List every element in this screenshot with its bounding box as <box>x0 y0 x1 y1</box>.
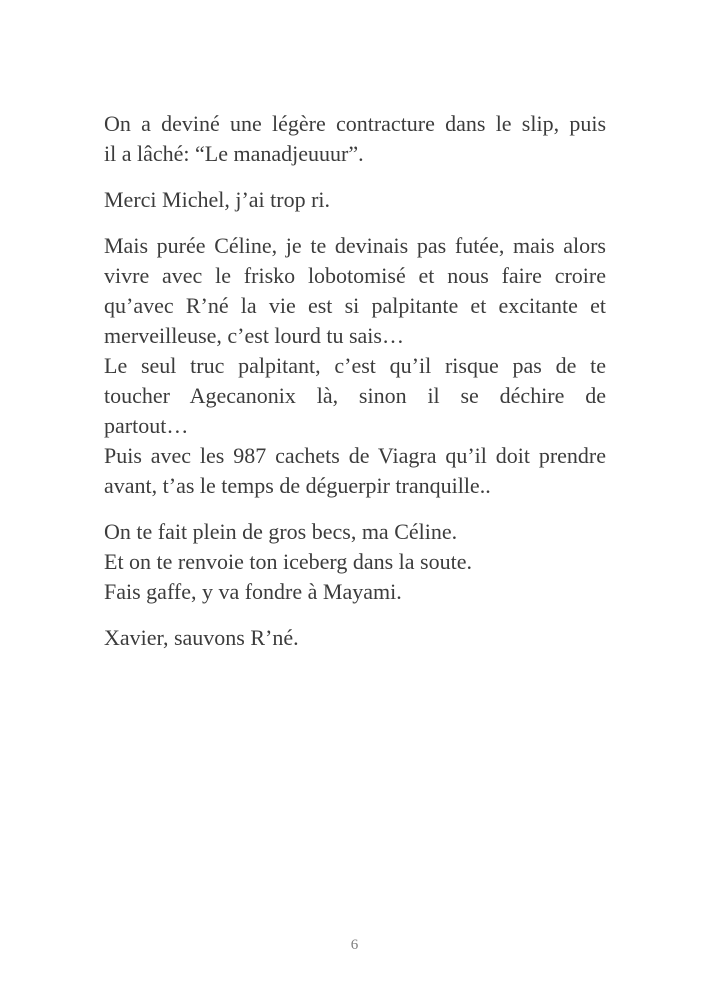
page-text <box>104 109 606 669</box>
paragraph <box>104 109 606 169</box>
text-line: Merci Michel, j’ai trop ri. <box>104 187 331 212</box>
text-line: vivre avec le frisko lobotomisé et nous faire croire <box>104 263 606 288</box>
paragraph <box>104 517 606 607</box>
page-number: 6 <box>350 937 359 953</box>
text-line: Mais purée Céline, je te devinais pas futée, mais alors <box>104 233 606 258</box>
text-line: partout… <box>104 413 189 438</box>
text-line: Puis avec les 987 cachets de Viagra qu’il doit prendre <box>104 443 606 468</box>
text-line: il a lâché: “Le manadjeuuur”. <box>104 141 364 166</box>
paragraph <box>104 231 606 501</box>
paragraph <box>104 185 606 215</box>
text-line: On te fait plein de gros becs, ma Céline. <box>104 519 458 544</box>
text-line: merveilleuse, c’est lourd tu sais… <box>104 323 404 348</box>
text-line: qu’avec R’né la vie est si palpitante et excitante et <box>104 293 606 318</box>
text-line: avant, t’as le temps de déguerpir tranquille.. <box>104 473 491 498</box>
text-line: Fais gaffe, y va fondre à Mayami. <box>104 579 402 604</box>
paragraph <box>104 623 606 653</box>
text-line: Xavier, sauvons R’né. <box>104 625 299 650</box>
text-line: toucher Agecanonix là, sinon il se déchire de <box>104 383 606 408</box>
text-line: On a deviné une légère contracture dans le slip, puis <box>104 111 606 136</box>
text-line: Et on te renvoie ton iceberg dans la soute. <box>104 549 472 574</box>
text-line: Le seul truc palpitant, c’est qu’il risque pas de te <box>104 353 606 378</box>
